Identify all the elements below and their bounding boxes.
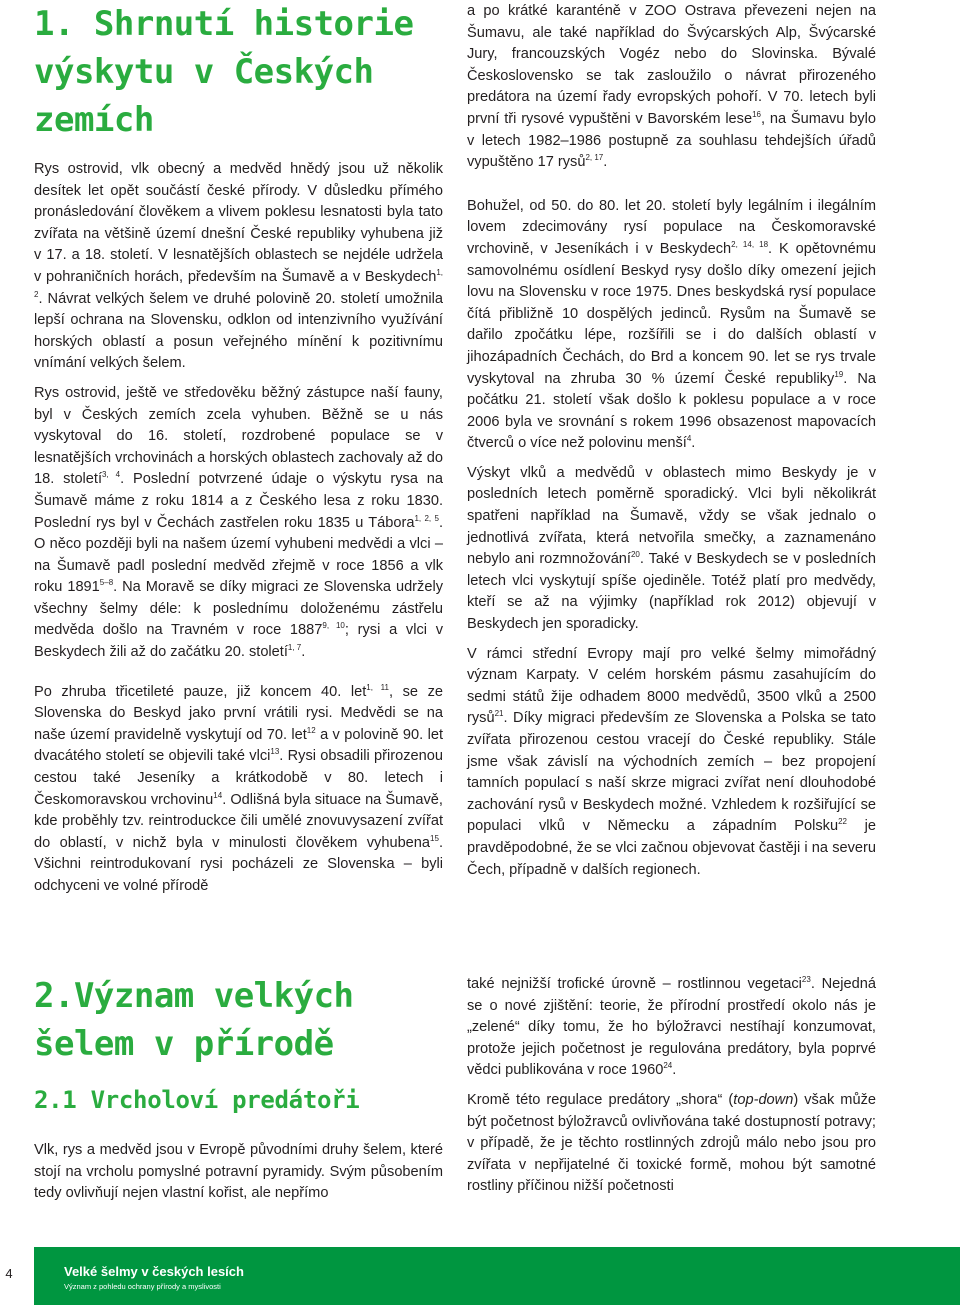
right-column-section-1 [467,1,876,889]
section-1-heading: 1. Shrnutí historie výskytu v Českých zemích [34,4,414,140]
section-2-1-subheading: 2.1 Vrcholoví predátoři [34,1086,360,1114]
right-column-section-2 [467,974,876,1211]
paragraph: Rys ostrovid, vlk obecný a medvěd hnědý jsou už několik desítek let opět součástí české přírody. V důsledku přímého pronásledování člověkem a vlivem poklesu lesnatosti byla tato zvířata na většině území dnešní České republiky vyhubena již v 17. a 18. století. V lesnatějších oblastech se nejdéle udržela v pohraničních horách, především na Šumavě a v Beskydech$^{1, 2}$. Návrat velkých šelem ve druhé polovině 20. století umožnila lepší ochrana na Slovensku, odklon od intenzivního využívání horských oblastí a posun veřejného mínění k pozitivnímu vnímání velkých šelem. [34,161,443,372]
paragraph: Kromě této regulace predátory „shora“ (top-down) však může být početnost býložravců ovlivňována také dostupností potravy; v případě, že je těchto rostlinných zdrojů málo nebo jsou pro zvířata v nepřijatelné či toxické formě, mohou být samotné rostliny příčinou nižší početnosti [467,1091,876,1195]
paragraph: Výskyt vlků a medvědů v oblastech mimo Beskydy je v posledních letech poměrně sporadický. Vlci byli několikrát spatřeni například na Šumavě, vždy se však jednalo o jednotlivá zvířata, která netvořila smečky, a zaznamenáno nebylo ani rozmnožování$^{20}$. Také v Beskydech se v posledních letech vlci vyskytují spíše ojediněle. Totéž platí pro medvědy, kteří se až na výjimky (například rok 2012) objevují v Beskydech jen sporadicky. [467,464,876,633]
section-2-heading: 2.Význam velkých šelem v přírodě [34,976,354,1064]
left-column-section-2 [34,1140,443,1218]
paragraph: Po zhruba třicetileté pauze, již koncem 40. let$^{1, 11}$, se ze Slovenska do Beskyd jako první vrátili rysi. Medvědi se na naše území pravidelně vyskytují od 70. let$^{12}$ a v polovině 90. let dvacátého století se objevili také vlci$^{13}$. Rysi obsadili přirozenou cestou také Jeseníky a krátkodobě v 80. letech i Českomoravskou vrchovinu$^{14}$. Odlišná byla situace na Šumavě, kde proběhly tzv. reintroduckce čili umělé znovuvysazení zvířat do oblastí, v nichž byla v minulosti člověkem vyhubena$^{15}$. Všichni reintrodukovaní rysi pocházeli ze Slovenska – byli odchyceni ve volné přírodě [34,682,443,894]
paragraph: Bohužel, od 50. do 80. let 20. století byly legálním i ilegálním lovem zdecimovány rysí populace na Českomoravské vrchovině, v Jeseníkách i v Beskydech$^{2, 14, 18}$. K opětovnému samovolnému osídlení Beskyd rysy došlo díky omezení jejich lovu na Slovensku v roce 1975. Dnes beskydská rysí populace čítá přibližně 10 dospělých jedinců. Rysům na Šumavě se dařilo zpočátku lépe, rozšířili se i do dalších oblastí v jihozápadních Čechách, do Brd a koncem 90. let se rys trvale vyskytoval na zhruba 30 % území České republiky$^{19}$. Na počátku 21. století však došlo k poklesu populace a v roce 2006 byla ve srovnání s rokem 1996 obsazenost mapovacích čtverců o více než polovinu menší$^4$. [467,197,876,452]
paragraph: Rys ostrovid, ještě ve středověku běžný zástupce naší fauny, byl v Českých zemích zcela vyhuben. Běžně se u nás vyskytoval do 16. století, rozdrobené populace se v lesnatějších vrchovinách a horských oblastech zachovaly až do 18. století$^{3, 4}$. Poslední potvrzené údaje o výskytu rysa na Šumavě máme z roku 1814 a z Českého lesa z roku 1830. Poslední rys byl v Čechách zastřelen roku 1835 u Tábora$^{1, 2, 5}$. O něco později byli na našem území vyhubeni medvědi a vlci – na Šumavě padl poslední medvěd zřejmě v roce 1856 a vlk roku 1891$^{5-8}$. Na Moravě se díky migraci ze Slovenska udržely všechny šelmy déle: k poslednímu doloženému zástřelu medvěda došlo na Travném v roce 1887$^{9, 10}$; rysi a vlci v Beskydech žili až do začátku 20. století$^{1, 7}$. [34,384,444,661]
page-number: 4 [5,1266,13,1281]
footer-title: Velké šelmy v českých lesích [64,1264,244,1279]
footer-bar [34,1247,960,1305]
paragraph: Vlk, rys a medvěd jsou v Evropě původními druhy šelem, které stojí na vrcholu pomyslné potravní pyramidy. Svým působením tedy ovlivňují nejen vlastní kořist, ale nepřímo [34,1142,443,1202]
paragraph: také nejnižší trofické úrovně – rostlinnou vegetaci$^{23}$. Nejedná se o nové zjištění: teorie, že přírodní prostředí okolo nás je „zelené“ díky tomu, že ho býložravci nestíhají konzumovat, protože jejich početnost je regulována predátory, byla poprvé vědci publikována v roce 1960$^{24}$. [467,975,876,1079]
footer-subtitle: Význam z pohledu ochrany přírody a myslivosti [64,1282,221,1291]
left-column-section-1 [34,159,443,911]
paragraph: a po krátké karanténě v ZOO Ostrava převezeni nejen na Šumavu, ale také například do Švýcarských Alp, Švýcarské Jury, francouzských Vogéz nebo do Slovinska. Bývalé Československo se tak zasloužilo o návrat přirozeného predátora na území řady evropských pohoří. V 70. letech byli první tři rysové vypuštěni v Bavorském lese$^{16}$, na Šumavu bylo v letech 1982–1986 postupně za souhlasu tehdejších úřadů vypuštěno 17 rysů$^{2, 17}$. [467,3,876,171]
paragraph: V rámci střední Evropy mají pro velké šelmy mimořádný význam Karpaty. V celém horském pásmu zasahujícím do sedmi států žije odhadem 8000 medvědů, 3500 vlků a 2500 rysů$^{21}$. Díky migraci především ze Slovenska a Polska se tato zvířata přirozenou cestou vracejí do České republiky. Stále jsme však závislí na východních zemích – bez propojení tamních populací s naší skrze migraci zvířat není dlouhodobé zachování rysů v Beskydech možné. Vzhledem k rozšiřující se populaci vlků v Německu a západním Polsku$^{22}$ je pravděpodobné, že se vlci začnou objevovat častěji i na severu Čech, případně v dalších regionech. [467,645,876,878]
